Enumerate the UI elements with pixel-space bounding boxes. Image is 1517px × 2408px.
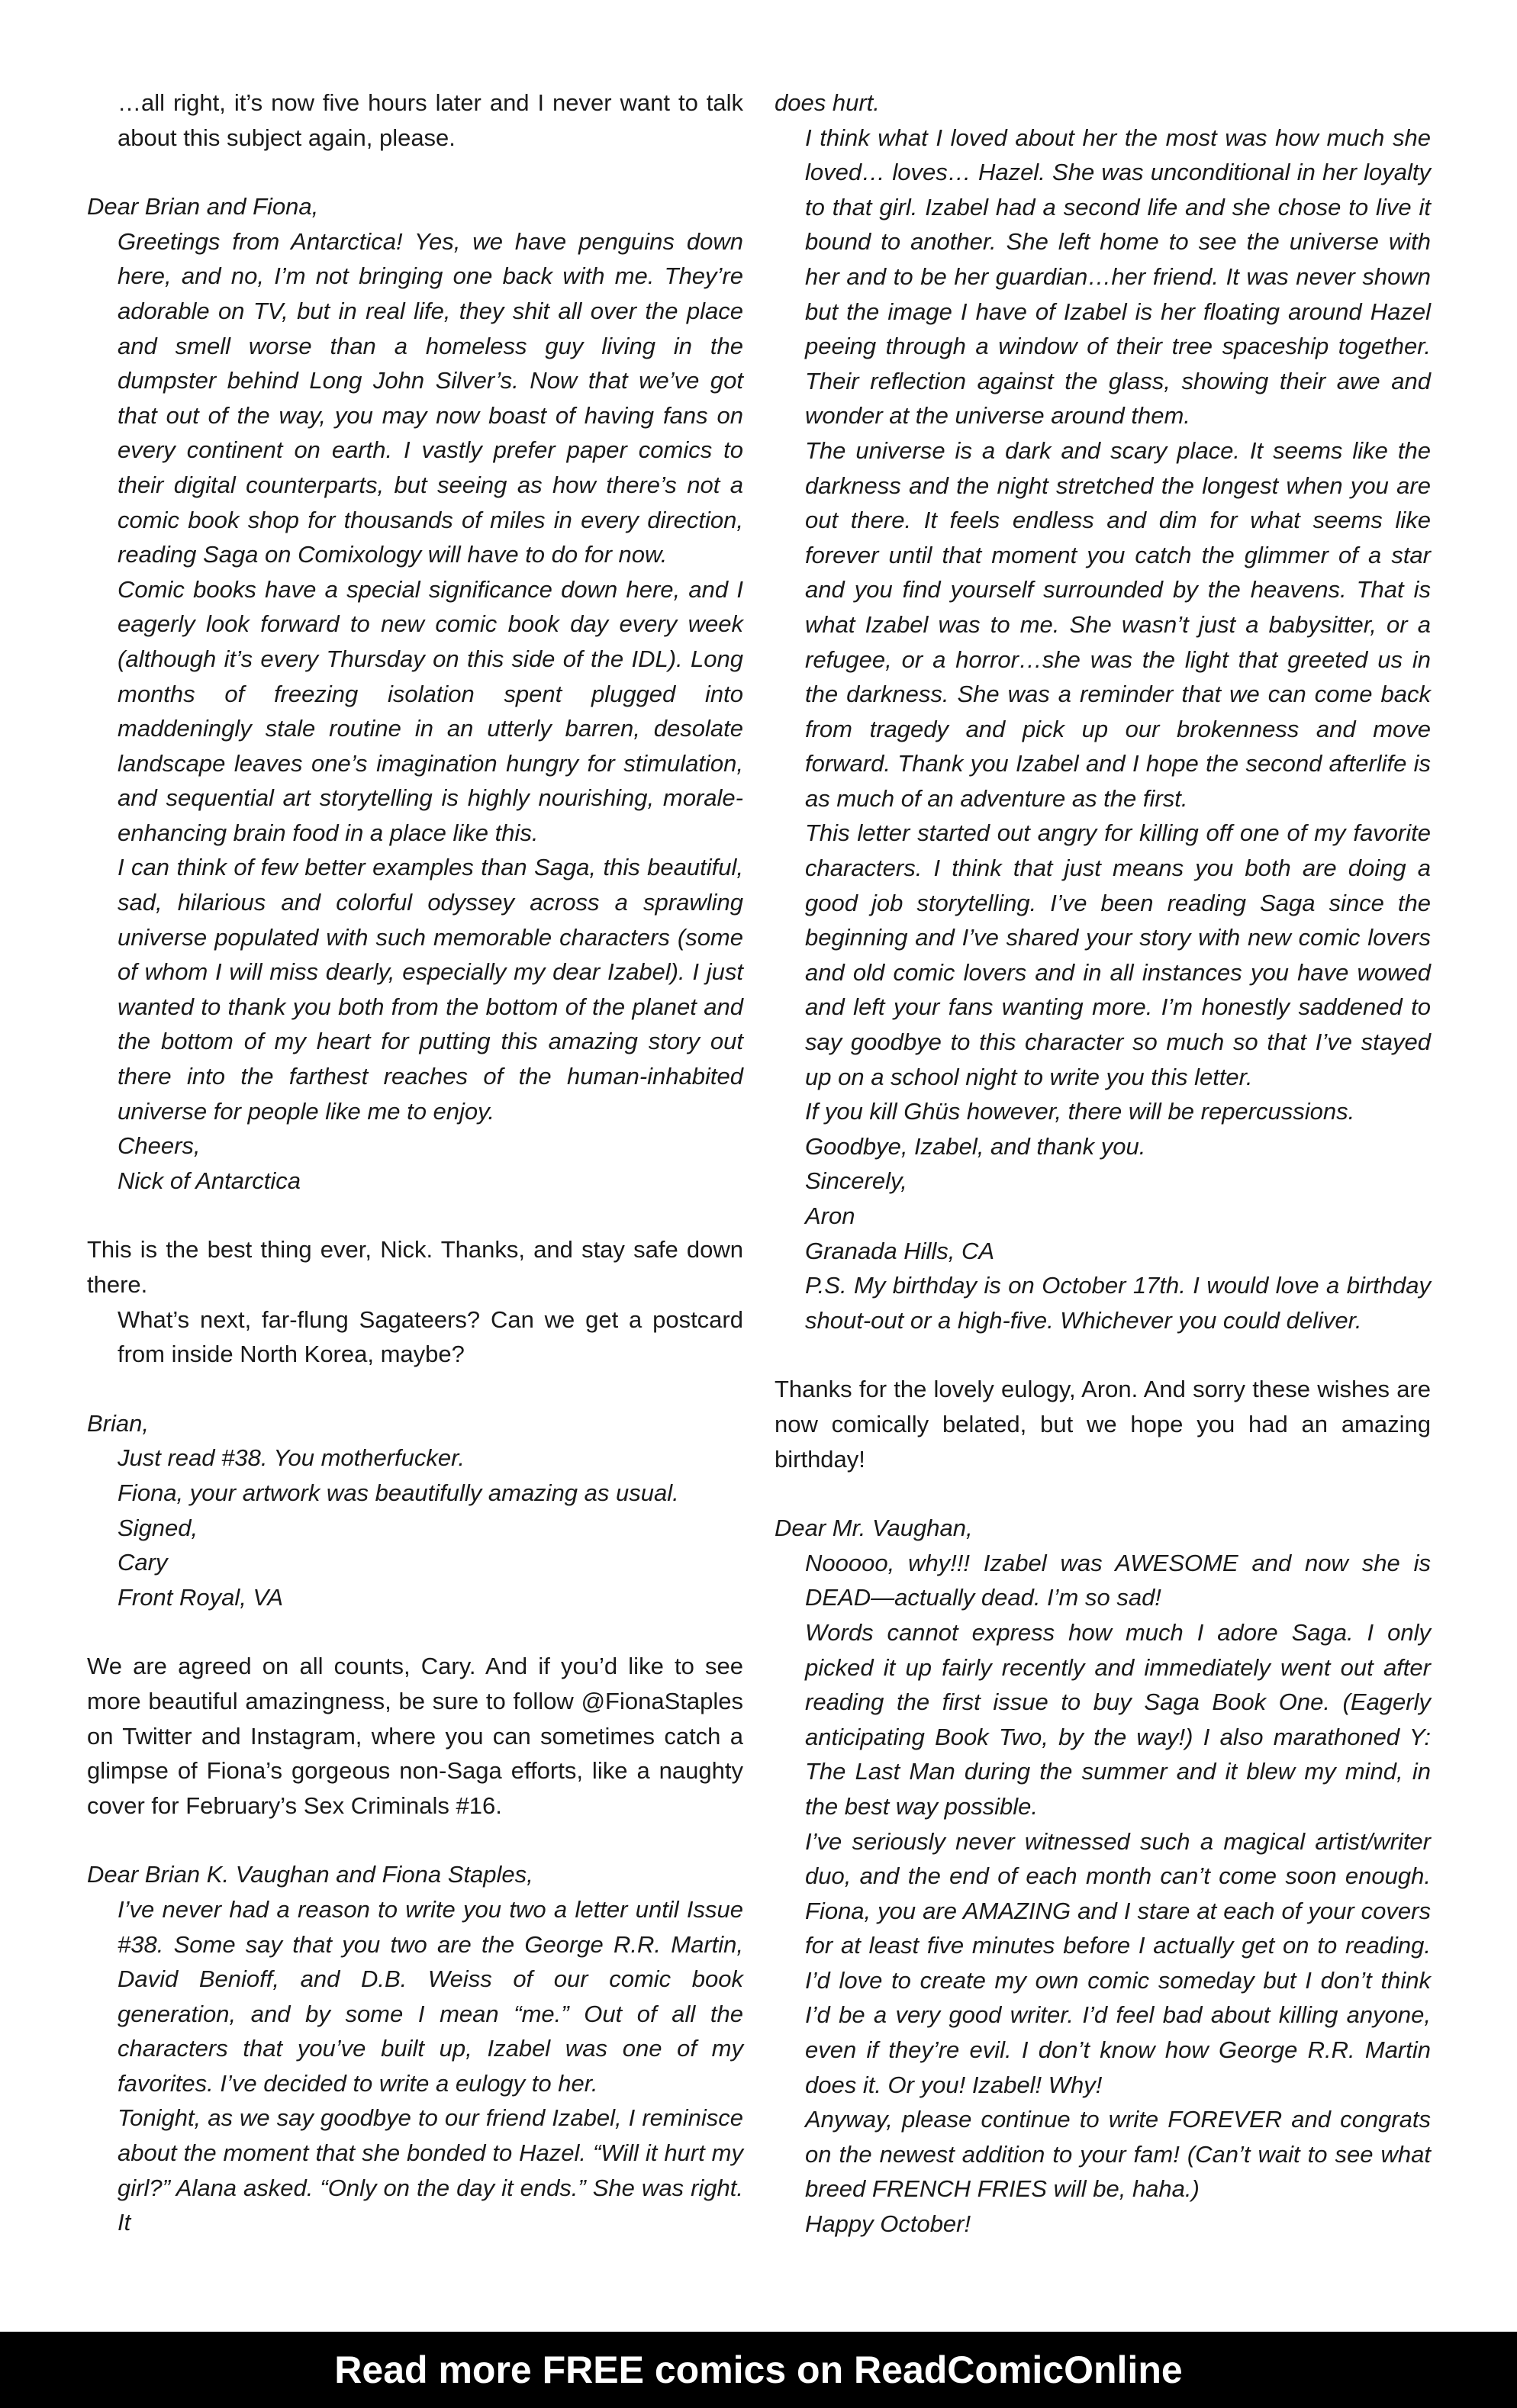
letter-signature: Nick of Antarctica: [118, 1167, 301, 1194]
editor-reply: What’s next, far-flung Sagateers? Can we get a postcard from inside North Korea, maybe?: [118, 1305, 743, 1368]
paragraph: Greetings from Antarctica! Yes, we have penguins down here, and no, I’m not bringing one back with me. They’re adorable on TV, but in real life, they shit all over the place and smell worse than a homeless guy living in the dumpster behind Long John Silver’s. Now that we’ve got that out of the way, you may now boast of having fans on every continent on earth. I vastly prefer paper comics to their digital counterparts, but seeing as how there’s not a comic book shop for thousands of miles in every direction, reading Saga on Comixology will have to do for now.: [118, 227, 743, 568]
paragraph: This letter started out angry for killing off one of my favorite characters. I think that just means you both are doing a good job storytelling. I’ve been reading Saga since the beginning and I’ve shared your story with new comic lovers and old comic lovers and in all instances you have wowed and left your fans wanting more. I’m honestly saddened to say goodbye to this character so much so that I’ve stayed up on a school night to write you this letter.: [805, 819, 1431, 1090]
paragraph: I think what I loved about her the most was how much she loved… loves… Hazel. She was unconditional in her loyalty to that girl. Izabel had a second life and she chose to live it bound to another. She left home to see the universe with her and to be her guardian…her friend. It was never shown but the image I have of Izabel is her floating around Hazel peeing through a window of their tree spaceship together. Their reflection against the glass, showing their awe and wonder at the universe around them.: [805, 124, 1431, 430]
letter-salutation: Dear Brian K. Vaughan and Fiona Staples,: [87, 1861, 533, 1888]
letters-column-left: [87, 85, 743, 2240]
paragraph: I can think of few better examples than Saga, this beautiful, sad, hilarious and colorful odyssey across a sprawling universe populated with such memorable characters (some of whom I will miss dearly, especially my dear Izabel). I just wanted to thank you both from the bottom of the planet and the bottom of my heart for putting this amazing story out there into the farthest reaches of the human-inhabited universe for people like me to enjoy.: [118, 854, 743, 1125]
letter-salutation: Dear Brian and Fiona,: [87, 193, 319, 221]
paragraph: Anyway, please continue to write FOREVER and congrats on the newest addition to your fam! (Can’t wait to see what breed FRENCH FRIES will be, haha.): [805, 2106, 1431, 2203]
paragraph: Just read #38. You motherfucker.: [118, 1444, 465, 1472]
letter-signoff: Sincerely,: [805, 1167, 907, 1195]
letter-signoff: Happy October!: [805, 2210, 971, 2238]
letter-postscript: P.S. My birthday is on October 17th. I would love a birthday shout-out or a high-five. Whichever you could deliver.: [805, 1272, 1431, 1334]
paragraph: Fiona, your artwork was beautifully amazing as usual.: [118, 1479, 679, 1506]
paragraph: If you kill Ghüs however, there will be repercussions.: [805, 1098, 1355, 1125]
paragraph: Nooooo, why!!! Izabel was AWESOME and now she is DEAD—actually dead. I’m so sad!: [805, 1549, 1431, 1611]
editor-reply: This is the best thing ever, Nick. Thanks, and stay safe down there.: [87, 1236, 743, 1298]
paragraph: I’ve seriously never witnessed such a magical artist/writer duo, and the end of each month can’t come soon enough. Fiona, you are AMAZING and I stare at each of your covers for at least five minutes before I actually get on to reading. I’d love to create my own comic someday but I don’t think I’d be a very good writer. I’d feel bad about killing anyone, even if they’re evil. I don’t know how George R.R. Martin does it. Or you! Izabel! Why!: [805, 1827, 1431, 2098]
paragraph: Tonight, as we say goodbye to our friend Izabel, I reminisce about the moment that she bonded to Hazel. “Will it hurt my girl?” Alana asked. “Only on the day it ends.” She was right. It: [118, 2104, 743, 2236]
letter-signature: Aron: [805, 1202, 855, 1229]
paragraph: Words cannot express how much I adore Saga. I only picked it up fairly recently and immediately went out after reading the first issue to buy Saga Book One. (Eagerly anticipating Book Two, by the way!) I also marathoned Y: The Last Man during the summer and it blew my mind, in the best way possible.: [805, 1618, 1431, 1820]
paragraph: …all right, it’s now five hours later and I never want to talk about this subject again, please.: [118, 89, 743, 151]
letter-location: Granada Hills, CA: [805, 1237, 995, 1264]
paragraph: The universe is a dark and scary place. It seems like the darkness and the night stretched the longest when you are out there. It feels endless and dim for what seems like forever until that moment you catch the glimmer of a star and you find yourself surrounded by the heavens. That is what Izabel was to me. She wasn’t just a babysitter, or a refugee, or a horror…she was the light that greeted us in the darkness. She was a reminder that we can come back from tragedy and pick up our brokenness and move forward. Thank you Izabel and I hope the second afterlife is as much of an adventure as the first.: [805, 436, 1431, 812]
letter-signoff: Cheers,: [118, 1132, 201, 1160]
paragraph: Goodbye, Izabel, and thank you.: [805, 1132, 1146, 1160]
paragraph: Comic books have a special significance down here, and I eagerly look forward to new comic book day every week (although it’s every Thursday on this side of the IDL). Long months of freezing isolation spent plugged into maddeningly stale routine in an utterly barren, desolate landscape leaves one’s imagination hungry for stimulation, and sequential art storytelling is highly nourishing, morale-enhancing brain food in a place like this.: [118, 575, 743, 846]
paragraph: does hurt.: [775, 89, 880, 116]
editor-reply: We are agreed on all counts, Cary. And if you’d like to see more beautiful amazingness, be sure to follow @FionaStaples on Twitter and Instagram, where you can sometimes catch a glimpse of Fiona’s gorgeous non-Saga efforts, like a naughty cover for February’s Sex Criminals #16.: [87, 1653, 743, 1819]
letter-location: Front Royal, VA: [118, 1583, 284, 1611]
promo-banner[interactable]: [0, 2332, 1517, 2408]
letter-salutation: Brian,: [87, 1409, 149, 1437]
letter-signature: Cary: [118, 1549, 168, 1576]
letter-salutation: Dear Mr. Vaughan,: [775, 1515, 973, 1542]
promo-banner-text[interactable]: Read more FREE comics on ReadComicOnline: [334, 2348, 1183, 2391]
letters-column-right: [775, 85, 1431, 2242]
editor-reply: Thanks for the lovely eulogy, Aron. And sorry these wishes are now comically belated, but we hope you had an amazing birthday!: [775, 1376, 1431, 1473]
letter-signoff: Signed,: [118, 1514, 198, 1541]
paragraph: I’ve never had a reason to write you two a letter until Issue #38. Some say that you two are the George R.R. Martin, David Benioff, and D.B. Weiss of our comic book generation, and by some I mean “me.” Out of all the characters that you’ve built up, Izabel was one of my favorites. I’ve decided to write a eulogy to her.: [118, 1895, 743, 2097]
